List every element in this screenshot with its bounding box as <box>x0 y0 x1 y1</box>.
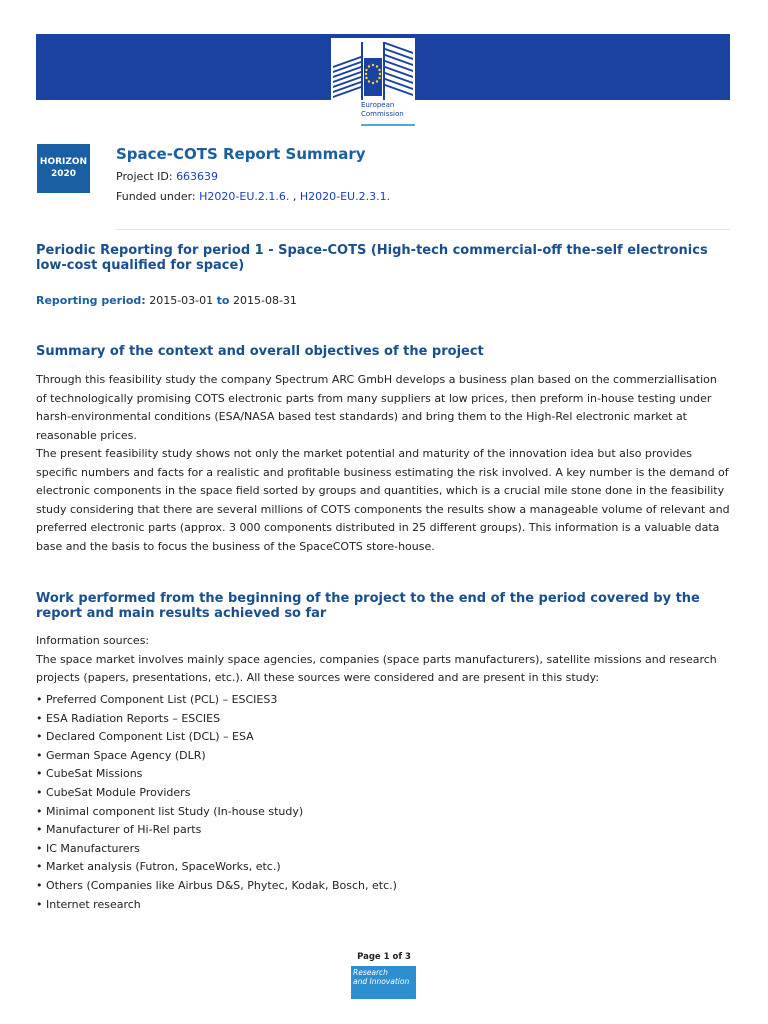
ri-line-2: and Innovation <box>353 977 410 986</box>
logo-text <box>361 101 421 121</box>
funded-separator: , <box>292 190 297 203</box>
project-id-row <box>116 170 218 183</box>
funded-link-2[interactable]: H2020-EU.2.3.1. <box>299 190 391 203</box>
page-number: Page 1 of 3 <box>357 952 411 962</box>
funded-under-label: Funded under: <box>116 190 196 203</box>
ec-building-emblem-icon <box>331 38 415 101</box>
section-context-heading: Summary of the context and overall objectives of the project <box>36 344 484 359</box>
list-item: • CubeSat Missions <box>36 767 143 781</box>
list-item: • Preferred Component List (PCL) – ESCIES3 <box>36 693 278 706</box>
logo-emblem <box>331 38 415 101</box>
list-item: • Minimal component list Study (In-house study) <box>36 804 304 818</box>
list-item: • Internet research <box>36 897 141 911</box>
funded-link-1[interactable]: H2020-EU.2.1.6. <box>199 190 290 203</box>
project-id-link[interactable]: 663639 <box>176 170 219 183</box>
horizon-2020-badge <box>37 144 90 193</box>
reporting-period-label: Reporting period: <box>36 294 146 307</box>
list-item: • Market analysis (Futron, SpaceWorks, etc.) <box>36 860 281 874</box>
context-paragraph-2: The present feasibility study shows not only the market potential and maturity of the innovation idea but also provides specific numbers and facts for a realistic and profitable business estimating the risk involved. A key number is the demand of electronic components in the space field sorted by groups and quantities, which is a crucial mile stone done in the feasibility study considering that there are several millions of COTS components the results show a manageable volume of relevant and preferred electronic parts (approx. 3 000 components distributed in 25 different groups). This information is a valuable data base and the basis to focus the business of the SpaceCOTS store-house. <box>36 447 730 553</box>
section-work-heading: Work performed from the beginning of the project to the end of the period covered by the report and main results achieved so far <box>36 591 700 621</box>
report-heading: Periodic Reporting for period 1 - Space-COTS (High-tech commercial-off the-self electronics low-cost qualified for space) <box>36 243 708 273</box>
list-item: • CubeSat Module Providers <box>36 785 191 799</box>
section-context-body <box>36 371 730 556</box>
project-id-label: Project ID: <box>116 170 173 183</box>
logo-underline <box>361 124 415 126</box>
information-sources-list <box>36 691 730 914</box>
work-intro-label: Information sources: <box>36 634 150 647</box>
european-commission-logo <box>331 38 415 126</box>
list-item: • German Space Agency (DLR) <box>36 748 206 762</box>
period-start: 2015-03-01 <box>149 294 214 307</box>
section-work-intro <box>36 632 730 688</box>
list-item: • IC Manufacturers <box>36 841 140 855</box>
context-paragraph-1: Through this feasibility study the company Spectrum ARC GmbH develops a business plan based on the commerziallisation of technologically promising COTS electronic parts from many suppliers at low prices, then preform in-house testing under harsh-environmental conditions (ESA/NASA based test standards) and bring them to the High-Rel electronic market at reasonable prices. <box>36 373 717 442</box>
list-item: • Others (Companies like Airbus D&S, Phytec, Kodak, Bosch, etc.) <box>36 878 397 892</box>
period-to: to <box>216 294 230 307</box>
list-item: • ESA Radiation Reports – ESCIES <box>36 711 221 725</box>
page-title: Space-COTS Report Summary <box>116 145 366 163</box>
period-end: 2015-08-31 <box>232 294 297 307</box>
logo-line-european: European <box>361 101 395 109</box>
reporting-period <box>36 294 297 307</box>
list-item: • Declared Component List (DCL) – ESA <box>36 730 254 744</box>
list-item: • Manufacturer of Hi-Rel parts <box>36 823 202 837</box>
funded-under-row <box>116 190 390 203</box>
ri-line-1: Research <box>353 968 388 977</box>
badge-line-horizon: HORIZON <box>39 157 88 167</box>
header-divider <box>116 229 730 230</box>
logo-line-commission: Commission <box>361 110 404 118</box>
badge-line-2020: 2020 <box>50 169 77 179</box>
research-innovation-badge <box>351 966 416 999</box>
work-intro-text: The space market involves mainly space agencies, companies (space parts manufacturers), satellite missions and research projects (papers, presentations, etc.). All these sources were considered and are present in this study: <box>36 652 717 684</box>
